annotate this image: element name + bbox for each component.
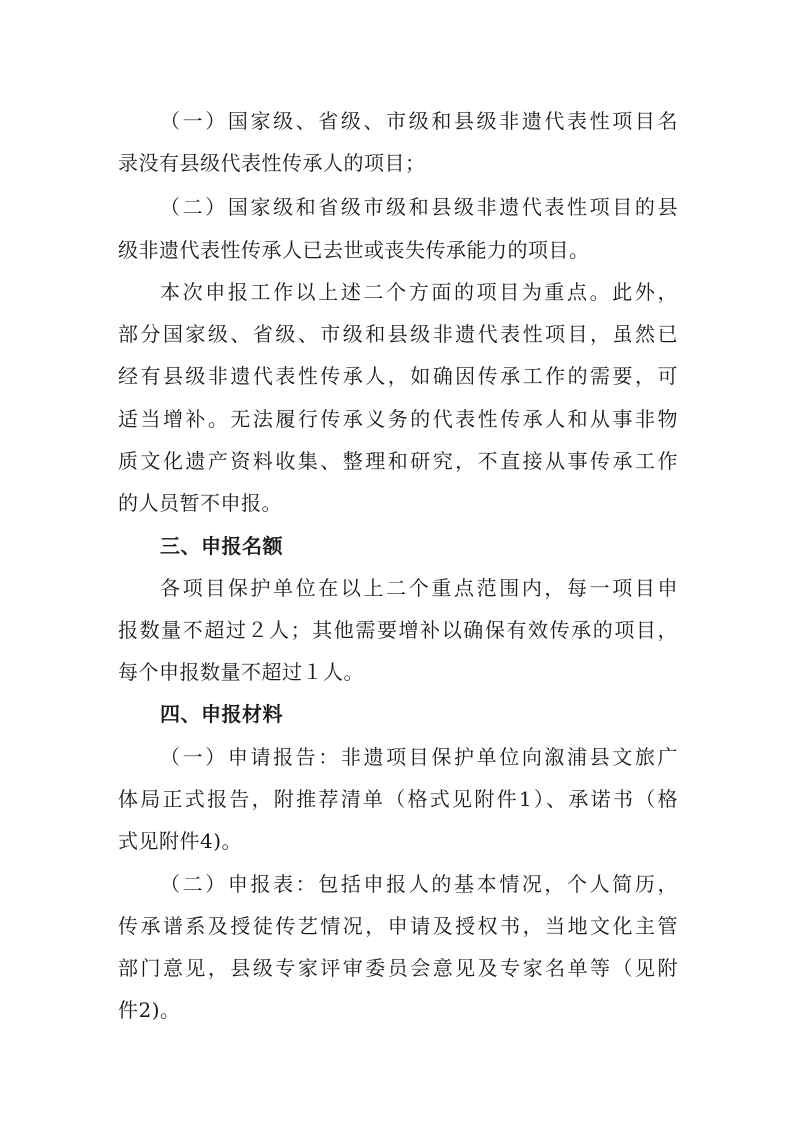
text-line: 本次申报工作以上述二个方面的项目为重点。此外， xyxy=(160,280,678,304)
text-line: 经有县级非遗代表性传承人，如确因传承工作的需要，可 xyxy=(118,364,678,388)
text-line: （二）国家级和省级市级和县级非遗代表性项目的县 xyxy=(160,195,678,219)
text-line: 部门意见，县级专家评审委员会意见及专家名单等（见附 xyxy=(118,956,678,980)
section-heading: 三、申报名额 xyxy=(160,534,283,558)
text-line: 部分国家级、省级、市级和县级非遗代表性项目，虽然已 xyxy=(118,322,678,346)
text-line: 体局正式报告，附推荐清单（格式见附件1）、承诺书（格 xyxy=(118,787,678,811)
text-line: 的人员暂不申报。 xyxy=(118,491,282,515)
text-line: （二）申报表：包括申报人的基本情况，个人简历， xyxy=(160,872,678,896)
text-line: 式见附件4)。 xyxy=(118,829,243,853)
text-line: 传承谱系及授徒传艺情况，申请及授权书，当地文化主管 xyxy=(118,914,678,938)
text-line: 适当增补。无法履行传承义务的代表性传承人和从事非物 xyxy=(118,407,678,431)
text-line: 报数量不超过２人；其他需要增补以确保有效传承的项目， xyxy=(118,618,678,642)
text-line: 级非遗代表性传承人已去世或丧失传承能力的项目。 xyxy=(118,238,590,262)
text-line: （一）国家级、省级、市级和县级非遗代表性项目名 xyxy=(160,109,678,133)
text-line: 每个申报数量不超过１人。 xyxy=(118,660,364,684)
text-line: 各项目保护单位在以上二个重点范围内，每一项目申 xyxy=(160,576,678,600)
text-line: 质文化遗产资料收集、整理和研究，不直接从事传承工作 xyxy=(118,449,678,473)
text-line: 件2)。 xyxy=(118,998,181,1022)
section-heading: 四、申报材料 xyxy=(160,702,283,726)
text-line: 录没有县级代表性传承人的项目； xyxy=(118,151,426,175)
text-line: （一）申请报告：非遗项目保护单位向溆浦县文旅广 xyxy=(160,745,678,769)
